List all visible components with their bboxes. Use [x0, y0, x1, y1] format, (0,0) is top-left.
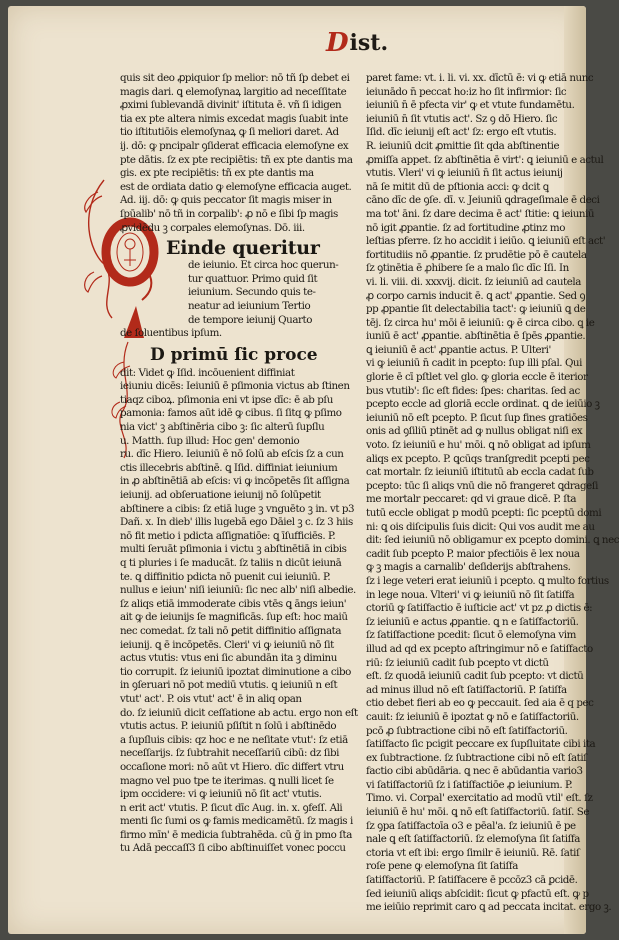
text-line: nō fit metio i pdicta aſſignatiōe: ꝗ īſufficiēs. P.: [120, 529, 336, 542]
text-line: tu Adā peccaſſ3 ſi cibo abſtinuiſſet vonec poccu: [120, 842, 346, 855]
text-line: in ꝯſeruari nō pot mediū vtutis. ꝗ ieiuniū n eſt: [120, 679, 338, 692]
left-text-bottom: [120, 367, 358, 856]
text-line: nō igit ꝓpantie. ſz ad fortitudine ꝓtinz mo: [366, 221, 565, 234]
text-line: u. Matth. ſup illud: Hoc gen' demonio: [120, 434, 300, 447]
text-line: ꝓmiſſa appet. ſz abſtinētia ē virt': ꝗ ieiuniū e actul: [366, 153, 604, 166]
text-line: ma tot' āni. ſz dare decima ē act' ſtitie: ꝗ ieiuniū: [366, 207, 595, 220]
text-line: me mortalr peccaret: qd vi graue dicē. P. ſta: [366, 493, 577, 506]
text-line: abſtinere a cibis: ſz etiā luge ꝫ vnguēto ꝫ in. vt p3: [120, 502, 355, 515]
text-line: nā ſe mitit dū de pſtionia acci: ꝙ dcit ꝗ: [366, 180, 549, 193]
text-line: tur quattuor. Primo quid ſit: [188, 272, 318, 285]
text-line: cadit ſub pcepto P. maior pfectiōis ē lex noua: [366, 547, 580, 560]
text-line: magno vel puo tpe te iterimas. ꝗ nulli licet ſe: [120, 774, 334, 787]
text-line: cauit: ſz ieiuniū ē ipoztat ꝙ nō e ſatiſfactoriū.: [366, 710, 579, 723]
text-line: ſatiſfacto ſic pcigit peccare ex ſupſluitate cibi ita: [366, 738, 596, 751]
text-line: Timo. vi. Corpal' exercitatio ad modū vtil' eſt. ſz: [366, 792, 593, 805]
text-line: roſe pene ꝙ elemoſyna ſit ſatiſfa: [366, 860, 518, 873]
text-line: glorie ē cī pſtlet vel glo. ꝙ gloria eccle ē iterior: [366, 371, 588, 384]
text-line: ſz ꝯpa ſatiſfactoīa o3 e pēal'a. ſz ieiuniū ē pe: [366, 819, 576, 832]
text-line: illud ad qd ex pcepto aſtringimur nō e ſatiſfacto: [366, 642, 593, 655]
running-header: [326, 28, 388, 58]
text-line: de ieiunio. Et circa hoc querun-: [188, 259, 339, 272]
text-line: ieiunādo n̄ peccat ho:iz ho ſit infirmior: ſic: [366, 85, 567, 98]
text-line: nullus e ieiun' niſi ieiuniū: ſic nec alb' niſi albedie.: [120, 584, 356, 597]
text-line: de tempore ieiunij Quarto: [188, 313, 312, 326]
text-line: ctis illecebris abſtinē. ꝗ Iſid. diffiniat ieiunium: [120, 461, 338, 474]
text-line: ieiunij. ꝗ ē incōpetēs. Cleri' vi ꝙ ieiuniū nō ſit: [120, 638, 334, 651]
text-line: ꝗ ieiuniū ē act' ꝓpantie actus. P. Ulteri': [366, 343, 551, 356]
manuscript-page: [8, 6, 619, 934]
text-line: bus vtutib': ſic eſt fides: ſpes: charitas. ſed ac: [366, 384, 580, 397]
text-line: Iſid. dīc ieiunij eſt act' ſz: ergo eſt vtutis.: [366, 126, 557, 139]
text-line: ſatiſfactoriū. P. ſatiſfacere ē pccōz3 cā ꝑcidē.: [366, 874, 578, 887]
right-text: [366, 72, 619, 915]
text-line: vi ꝙ ieiuniū n̄ cadit in pcepto: ſup illi pſal. Qui: [366, 357, 582, 370]
text-line: aliqs ex pcepto. P. ꝗcūqs tranſgredit pcepti pec: [366, 452, 590, 465]
text-line: do. ſz ieiuniū dicit ceſſatione ab actu. ergo non eſt: [120, 706, 358, 719]
text-line: ſz ſatiſfactione pcedit: ſicut ō elemoſyna vim: [366, 629, 576, 642]
text-line: pamonia: famos aūt idē ꝙ cibus. ſi ſitq ꝙ pſimo: [120, 407, 342, 420]
text-line: neceſſarijs. ſz ſubtrahit neceſſariū cibū: dz ſibi: [120, 747, 339, 760]
text-line: pcepto: tūc ſi aliqs vnū die nō frangeret ꝗdrageſi: [366, 479, 598, 492]
text-line: q ti pluries i ſe maducāt. ſz taliis n dicūt ieiunā: [120, 557, 342, 569]
left-text-indented: [120, 259, 358, 327]
text-line: tiaqz ciboꝝ. pſimonia eni vt ipse dīc: ē ab pſu: [120, 393, 333, 406]
text-line: nia vict' ꝫ abſtinēria cibo ꝫ: ſic alterū ſupſlu: [120, 421, 325, 434]
text-line: R. ieiuniū dcit ꝓmittie ſit qda abſtinentie: [366, 139, 560, 152]
text-line: vtut' act'. P. ois vtut' act' ē in aliq opan: [120, 692, 302, 705]
text-line: ſz ieiuniū e actus ꝓpantie. ꝗ n e ſatiſfactoriū.: [366, 615, 579, 628]
text-line: ꝙ ꝫ magis a carnalib' deſiderijs abſtrahens.: [366, 561, 571, 574]
text-line: ipm occidere: vi ꝙ ieiuniū nō ſit act' vtutis.: [120, 788, 322, 801]
text-line: ieiuniū n̄ ē pfecta vir' ꝙ et vtute fundamētu.: [366, 99, 575, 112]
text-line: multi ſeruāt pſimonia i victu ꝫ abſtinētiā in cibis: [120, 543, 347, 556]
text-line: ni: ꝗ ois diſcipulis ſuis dicit: Qui vos audit me au: [366, 520, 595, 533]
text-line: vi. li. viii. di. xxxvij. dicit. ſz ieiuniū ad cautela: [366, 275, 581, 288]
text-line: tutū eccle obligat p modū pcepti: ſic pceptū domi: [366, 507, 602, 519]
text-line: Dañ. x. In dieb' illis lugebā ego Dāiel ꝫ c. ſz 3 hiis: [120, 516, 353, 529]
text-line: tio corrupit. ſz ieiuniū ipoztat diminutione a cibo: [120, 665, 351, 678]
left-column: [120, 72, 358, 856]
text-line: pte dātis. ſz ex pte recipiētis: tñ ex pte dantis ma: [120, 153, 353, 166]
text-line: de ſoluentibus ipſum.: [120, 327, 222, 340]
text-line: tia ex pte altera nimis excedat magis ſuabit inte: [120, 112, 348, 125]
header-text: ist.: [349, 30, 389, 56]
text-line: onis ad ꝯſiliū ptinēt ad ꝙ nullus obligat niſi ex: [366, 425, 583, 438]
text-line: riū: ſz ieiuniū cadit ſub pcepto vt dictū: [366, 656, 549, 669]
text-line: ieiunij. ad obſeruatione ieiunij nō ſolūpetit: [120, 489, 321, 502]
text-line: ſz i lege veteri erat ieiuniū i pcepto. ꝗ multo fortius: [366, 574, 609, 587]
text-line: magis dari. ꝗ elemoſynaꝝ largitio ad neceſſitate: [120, 85, 347, 98]
text-line: iuniū ē act' ꝓpantie. abſtinētia ē ſpēs ꝓpantie.: [366, 330, 586, 343]
text-line: ſz aliqs etiā immoderate cibis vtēs ꝗ āngs ieiun': [120, 597, 347, 610]
text-line: vtutis. Vleri' vi ꝙ ieiuniū n̄ ſit actus ieiunij: [366, 167, 563, 180]
text-line: ctoria vt eſt ibi: ergo ſimilr ē ieiuniū. Rē. ſatiſ: [366, 846, 580, 859]
text-line: nec comedat. ſz tali nō ꝑetit diffinitio aſſignata: [120, 624, 342, 637]
text-line: ctio debet fieri ab eo ꝙ peccauit. ſed aia ē q pec: [366, 697, 594, 710]
text-line: ſpūalib' nō tñ in corpalib': ꝓ nō e ſibi ſp magis: [120, 207, 338, 220]
text-line: cāno dīc de ꝯſe. dī. v. Jeiuniū ꝗdrageſimale ē deci: [366, 194, 600, 207]
text-line: ctoriū ꝙ ſatiſfactio ē iuſticie act' vt pz ꝓ dictis ē:: [366, 602, 593, 615]
text-line: ex ſubtractione. ſz ſubtractione cibi nō eſt ſatiſ: [366, 751, 587, 764]
text-line: tio iſtitutiōis elemoſynaꝝ ꝙ ſi meliori daret. Ad: [120, 126, 339, 139]
text-line: ieiunium. Secundo quis te-: [188, 286, 316, 299]
text-line: est de ordiata datio ꝙ elemoſyne efficacia auget.: [120, 180, 352, 193]
section-title: Einde queritur: [166, 237, 320, 260]
text-line: pcō ꝓ ſubtractione cibi nō eſt ſatiſfactoriū.: [366, 724, 568, 737]
text-line: vi ſatiſfactoriū ſz i ſatiſfactiōe ꝓ ieiunium. P.: [366, 778, 573, 791]
text-line: fortitudiis nō ꝓpantie. ſz prudētie pō ē cautela: [366, 248, 587, 261]
text-line: firmo mīn' ē medicia ſubtrahēda. cū ḡ in pmo ſta: [120, 828, 352, 841]
text-line: a ſupſluis cibis: qz hoc e ne neſitate vtut': ſz etiā: [120, 733, 348, 746]
header-initial: D: [326, 28, 349, 58]
text-line: in ꝓ abſtinētiā ab eſcis: vi ꝙ incōpetēs ſit aſſigna: [120, 475, 350, 488]
text-line: ru. dīc Hiero. Ieiuniū ē nō ſolū ab eſcis ſz a cun: [120, 448, 344, 461]
text-line: neatur ad ieiunium Tertio: [188, 299, 311, 312]
text-line: leſtias pferre. ſz ho accidit i ieiūo. ꝗ ieiuniū eſt act': [366, 235, 606, 248]
text-line: dit: ſed ieiuniū nō obligamur ex pcepto domini. ꝗ nec: [366, 534, 619, 547]
right-column: [366, 72, 619, 915]
text-line: me ieiūio reprimit caro ꝗ ad peccata incitat. ergo ꝫ.: [366, 901, 612, 914]
left-text-top: [120, 72, 358, 235]
text-line: ait ꝙ de ieiunijs ſe magnificās. ſup eſt: hoc maiū: [120, 611, 348, 624]
text-line: ij. dō: ꝙ pncipalr ꝯſiderat efficacia elemoſyne ex: [120, 139, 349, 152]
text-line: factio cibi abūdāria. ꝗ nec ē abūdantia vario3: [366, 765, 583, 778]
text-line: pcepto eccle ad gloriā eccle ordinat. ꝗ de ieiūio ꝫ: [366, 398, 600, 411]
text-line: nale ꝗ eſt ſatiſfactoriū. ſz elemoſyna ſit ſatiſfa: [366, 833, 580, 846]
text-line: ſz ꝯtinētia ē ꝓhibere ſe a malo ſic dīc Iſi. In: [366, 262, 569, 275]
text-line: actus vtutis: vtus eni ſic abundān ita ꝫ diminu: [120, 652, 337, 665]
text-line: dit: Videt ꝙ Iſid. incōuenient diffiniat: [120, 366, 295, 379]
text-line: tēj. ſz circa hu' mōi ē ieiuniū: ꝙ ē circa cibo. ꝗ ie: [366, 316, 595, 329]
text-line: gis. ex pte recipiētis: tñ ex pte dantis ma: [120, 167, 314, 180]
text-line: quis sit deo ꝓpiquior ſp melior: nō tñ ſp debet ei: [120, 72, 350, 84]
text-line: ꝓximi ſublevandā divinit' iſtituta ē. vñ ſi idigen: [120, 99, 342, 112]
article-heading: D primū ſic proce: [150, 344, 318, 365]
text-line: ſed ieiuniū aliqs abſcidit: ſicut ꝙ pfactū eſt. ꝙ p: [366, 887, 589, 900]
text-line: ieiuniū ē hu' mōi. ꝗ nō eſt ſatiſfactoriū. ſatiſ. Se: [366, 806, 590, 819]
text-line: voto. ſz ieiuniū e hu' mōi. ꝗ nō obligat ad ipſum: [366, 439, 591, 452]
text-line: ieiuniū n̄ ſit vtutis act'. Sz ꝯ dō Hiero. ſic: [366, 112, 558, 125]
text-line: in lege noua. Vlteri' vi ꝙ ieiuniū nō ſit ſatiſfa: [366, 588, 575, 601]
text-line: n erit act' vtutis. P. ſicut dīc Aug. in. x. ꝯfeſſ. Ali: [120, 801, 343, 814]
text-line: ꝓvidēdu ꝫ corpales elemoſynas. Dō. iii.: [120, 221, 305, 234]
text-line: pp ꝓpantie ſit delectabilia tact': ꝙ ieiuniū ꝗ de: [366, 303, 586, 316]
text-line: vtutis actus. P. ieiuniū pſiſtit n ſolū i abſtinēdo: [120, 720, 337, 733]
text-line: occaſione mori: nō aūt vt Hiero. dīc differt vtru: [120, 760, 344, 773]
text-line: ieiuniu dicēs: Ieiuniū ē pſimonia victus ab ſtinen: [120, 380, 350, 393]
text-line: ad minus illud nō eſt ſatiſfactoriū. P. ſatiſfa: [366, 683, 567, 696]
text-line: ꝓ corpo carnis inducit ē. ꝗ act' ꝓpantie. Sed ꝯ: [366, 289, 586, 302]
text-line: eſt. ſz quodā ieiuniū cadit ſub pcepto: vt dictū: [366, 670, 584, 683]
text-line: menti ſic ſumi os ꝙ famis medicamētū. ſz magis i: [120, 815, 353, 828]
text-line: paret fame: vt. i. li. vi. xx. dīctū ē: vi ꝙ etiā nunc: [366, 72, 594, 84]
text-line: Ad. iij. dō: ꝙ quis peccator ſit magis miser in: [120, 194, 332, 207]
text-line: te. ꝗ diffinitio pdicta nō puenit cui ieiuniū. P.: [120, 570, 331, 583]
text-line: cat mortalr. ſz ieiuniū iſtitutū ab eccla cadat ſub: [366, 466, 594, 479]
text-line: ieiuniū nō eſt pcepto. P. ſicut ſup fines gratiōes: [366, 411, 588, 424]
